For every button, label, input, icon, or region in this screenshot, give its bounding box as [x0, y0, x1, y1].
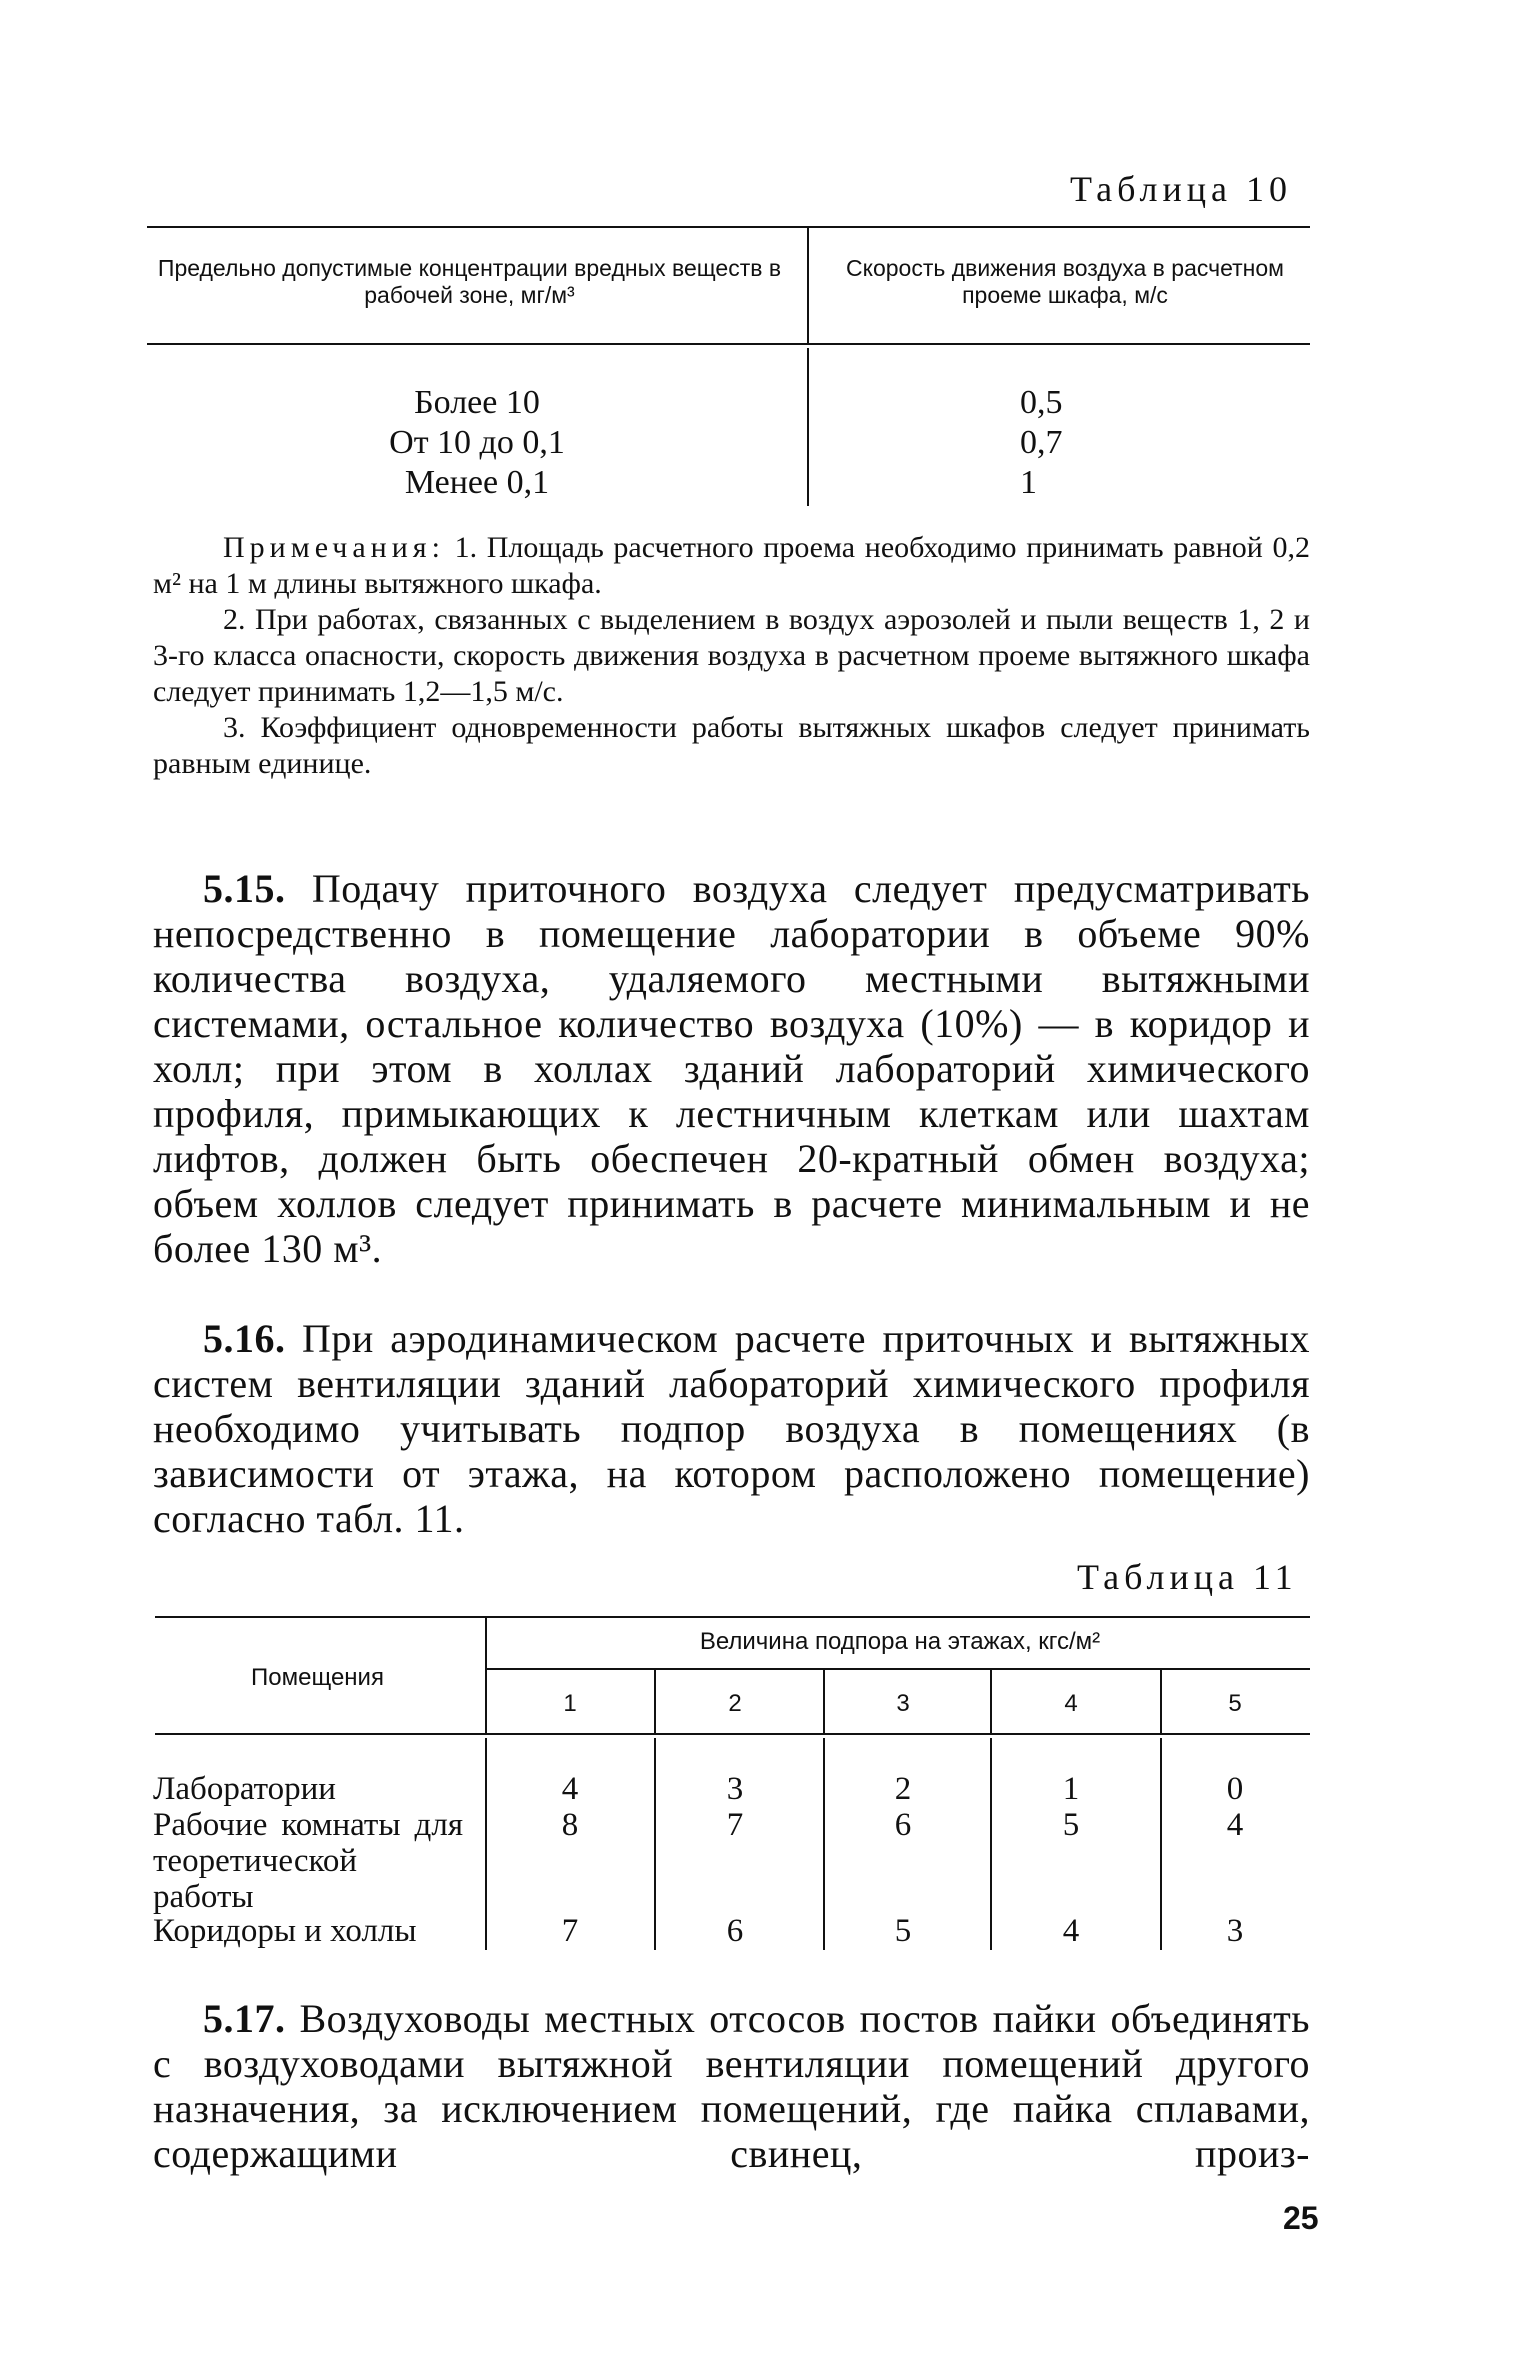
table11-floor-header: 3	[896, 1690, 910, 1717]
table10-col-speed	[1020, 383, 1100, 503]
table11-room: Коридоры и холлы	[153, 1913, 417, 1949]
table11-header-group: Величина подпора на этажах, кгс/м²	[699, 1628, 1101, 1655]
table11-floor-header: 5	[1228, 1690, 1242, 1717]
table11-value: 7	[561, 1913, 579, 1949]
section-5-15	[153, 866, 1310, 1271]
table11-value: 1	[1062, 1771, 1080, 1807]
table11-header-rule	[155, 1733, 1310, 1735]
table10-cell-concentration: Более 10	[414, 384, 540, 421]
note-3: 3. Коэффициент одновременности работы вытяжных шкафов следует принимать равным единице.	[153, 711, 1310, 780]
notes-label: Примечания:	[223, 531, 445, 564]
table11-value: 4	[1226, 1807, 1244, 1843]
table10-cell-concentration: Менее 0,1	[404, 464, 550, 501]
table10-caption: Таблица 10	[1070, 169, 1292, 209]
table11-value: 4	[1062, 1913, 1080, 1949]
table11-room: Лаборатории	[153, 1771, 336, 1807]
table10-cell-speed: 0,5	[1020, 384, 1063, 421]
table10-cell-speed: 0,7	[1020, 424, 1063, 461]
table11-value: 3	[726, 1771, 744, 1807]
table10-cell-speed: 1	[1020, 464, 1037, 501]
section-5-15-number: 5.15.	[203, 866, 286, 911]
table11-value: 4	[561, 1771, 579, 1807]
table11-value: 6	[726, 1913, 744, 1949]
table11-col-divider	[1160, 1738, 1162, 1950]
table11-group-rule	[485, 1668, 1310, 1670]
table11-col-divider	[823, 1738, 825, 1950]
table10-header-divider	[807, 228, 809, 343]
table11-caption: Таблица 11	[1077, 1557, 1298, 1597]
table10-header-speed: Скорость движения воздуха в расчетном проеме шкафа, м/с	[846, 255, 1284, 308]
table11-col-divider	[990, 1670, 992, 1733]
table11-room-text: Рабочие комнаты для теоретической работы	[153, 1807, 463, 1915]
section-5-15-text: Подачу приточного воздуха следует предусматривать непосредственно в помещение лаборатории в объеме 90% количества воздуха, удаляемого местными вытяжными системами, остальное количество воздуха (10%) — в коридор и холл; при этом в холлах зданий лабораторий химического профиля, примыкающих к лестничным клеткам или шахтам лифтов, должен быть обеспечен 20-кратный обмен воздуха; объем холлов следует принимать в расчете минимальным и не более 130 м³.	[153, 866, 1310, 1271]
table10-notes	[153, 530, 1310, 782]
table11-col-divider	[1160, 1670, 1162, 1733]
table11-col-divider	[654, 1738, 656, 1950]
table11-floor-header: 1	[563, 1690, 577, 1717]
table10-header-concentration: Предельно допустимые концентрации вредных веществ в рабочей зоне, мг/м³	[157, 255, 782, 308]
table11-value: 5	[894, 1913, 912, 1949]
table11-value: 0	[1226, 1771, 1244, 1807]
table10-header-rule	[147, 343, 1310, 345]
table11-col-divider	[654, 1670, 656, 1733]
table11-rooms-divider	[485, 1738, 487, 1950]
table11-floor-header: 2	[728, 1690, 742, 1717]
section-5-17-number: 5.17.	[203, 1996, 286, 2041]
table11-rooms-divider	[485, 1618, 487, 1733]
section-5-17	[153, 1996, 1310, 2176]
table11-col-divider	[823, 1670, 825, 1733]
table10-col-concentration	[147, 383, 807, 503]
table11-value: 6	[894, 1807, 912, 1843]
section-5-16-number: 5.16.	[203, 1316, 286, 1361]
table11-floor-header: 4	[1064, 1690, 1078, 1717]
note-2: 2. При работах, связанных с выделением в воздух аэрозолей и пыли веществ 1, 2 и 3-го класса опасности, скорость движения воздуха в расчетном проеме вытяжного шкафа следует принимать 1,2—1,5 м/с.	[153, 603, 1310, 708]
table10-cell-concentration: От 10 до 0,1	[389, 424, 565, 461]
section-5-17-text: Воздуховоды местных отсосов постов пайки объединять с воздуховодами вытяжной вентиляции помещений другого назначения, за исключением помещений, где пайка сплавами, содержащими свинец, произ-	[153, 1996, 1311, 2176]
table10-top-rule	[147, 226, 1310, 228]
table11-col-divider	[990, 1738, 992, 1950]
table11-value: 2	[894, 1771, 912, 1807]
section-5-16	[153, 1316, 1310, 1541]
table11-top-rule	[155, 1616, 1310, 1618]
table11-value: 8	[561, 1807, 579, 1843]
note-1: 1. Площадь расчетного проема необходимо принимать равной 0,2 м² на 1 м длины вытяжного шкафа.	[153, 531, 1310, 600]
table11-header-rooms: Помещения	[251, 1664, 384, 1691]
table11-value: 3	[1226, 1913, 1244, 1949]
table11-room	[153, 1807, 463, 1915]
section-5-16-text: При аэродинамическом расчете приточных и вытяжных систем вентиляции зданий лабораторий химического профиля необходимо учитывать подпор воздуха в помещениях (в зависимости от этажа, на котором расположено помещение) согласно табл. 11.	[153, 1316, 1311, 1541]
table11-value: 7	[726, 1807, 744, 1843]
table11-value: 5	[1062, 1807, 1080, 1843]
page-number: 25	[1283, 2200, 1319, 2236]
table10-body-divider	[807, 348, 809, 506]
